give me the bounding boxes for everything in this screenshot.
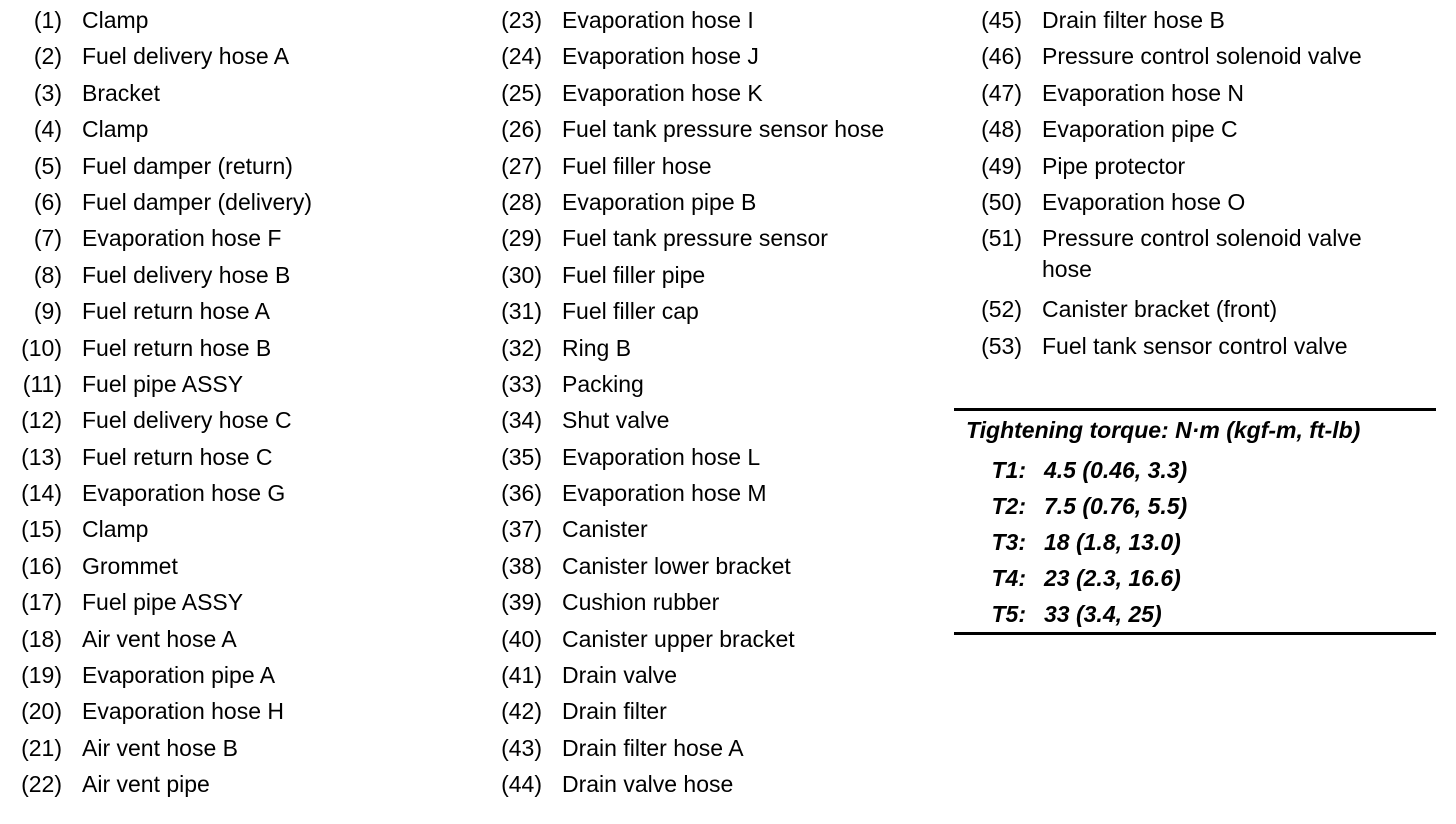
torque-value: 7.5 (0.76, 5.5) [1044,493,1188,519]
part-list-item [14,190,312,214]
part-number: (39) [501,589,542,616]
torque-value: 18 (1.8, 13.0) [1044,529,1181,555]
part-list-item [14,81,312,105]
parts-column-1 [14,8,312,809]
part-list-item [974,190,1402,214]
part-name: Clamp [82,116,149,143]
part-list-item [14,8,312,32]
part-name: Fuel filler hose [562,152,712,179]
part-number: (41) [501,662,542,689]
part-name: Evaporation hose F [82,225,282,252]
part-number: (28) [501,188,542,215]
part-name: Canister bracket (front) [1042,296,1278,323]
part-list-item [494,627,884,651]
part-number: (23) [501,7,542,33]
part-name: Evaporation hose I [562,7,754,33]
part-name: Evaporation hose O [1042,188,1246,215]
part-list-item [494,117,884,141]
torque-label: T2: [991,493,1026,519]
part-number: (53) [981,332,1022,359]
part-number: (14) [21,480,62,507]
part-name: Clamp [82,7,149,33]
part-number: (15) [21,516,62,543]
part-list-item [974,297,1402,321]
part-number: (17) [21,589,62,616]
torque-table-title: Tightening torque: N·m (kgf-m, ft-lb) [966,417,1361,443]
part-list-item [494,663,884,687]
part-number: (50) [981,188,1022,215]
part-number: (10) [21,334,62,361]
part-list-item [14,554,312,578]
part-name: Evaporation hose H [82,698,285,725]
part-list-item [14,154,312,178]
part-name: Evaporation hose G [82,480,286,507]
part-list-item [494,445,884,469]
part-number: (13) [21,443,62,470]
part-list-item [494,336,884,360]
part-number: (9) [33,298,62,325]
part-name: Evaporation pipe A [82,662,276,689]
tightening-torque-table [954,408,1436,635]
part-list-item [14,517,312,541]
part-name: Shut valve [562,407,670,434]
part-list-item [14,736,312,760]
part-name: Fuel tank pressure sensor [562,225,828,252]
part-list-item [14,372,312,396]
part-list-item [494,699,884,723]
part-list-item [494,263,884,287]
part-name: Fuel tank sensor control valve [1042,332,1348,359]
part-number: (6) [33,188,62,215]
part-name: Fuel delivery hose C [82,407,292,434]
part-number: (47) [981,79,1022,106]
part-number: (7) [33,225,62,252]
part-name: Fuel tank pressure sensor hose [562,116,885,143]
part-name: Fuel return hose C [82,443,273,470]
part-list-item [14,699,312,723]
part-list-item [494,226,884,250]
part-list-item [14,408,312,432]
part-name: Air vent pipe [82,771,210,798]
part-number: (19) [21,662,62,689]
part-name: Drain valve hose [562,771,734,798]
part-list-item [494,190,884,214]
part-number: (16) [21,552,62,579]
part-list-item [14,226,312,250]
part-number: (48) [981,116,1022,143]
part-name: Grommet [82,552,178,579]
part-list-item [14,44,312,68]
part-list-item [494,481,884,505]
part-list-item [974,44,1402,68]
part-name: Evaporation hose N [1042,79,1245,106]
part-list-item [494,299,884,323]
part-name: Fuel delivery hose B [82,261,291,288]
part-list-item [974,8,1402,32]
torque-row [954,494,1436,518]
part-number: (4) [33,116,62,143]
part-list-item [494,81,884,105]
part-list-item [14,263,312,287]
part-number: (11) [22,370,62,397]
part-number: (27) [501,152,542,179]
part-number: (3) [33,79,62,106]
part-list-item [494,44,884,68]
torque-value: 4.5 (0.46, 3.3) [1044,457,1188,483]
part-list-item [14,117,312,141]
part-name: Ring B [562,334,632,361]
torque-value: 33 (3.4, 25) [1044,601,1162,627]
part-name: Drain filter hose B [1042,7,1225,33]
part-list-item [14,445,312,469]
part-list-item [14,772,312,796]
part-number: (49) [981,152,1022,179]
part-name: Fuel pipe ASSY [82,589,244,616]
part-name: Evaporation pipe C [1042,116,1238,143]
part-name: Fuel pipe ASSY [82,370,244,397]
part-list-item [494,554,884,578]
part-list-item [974,334,1402,358]
part-name: Evaporation pipe B [562,188,757,215]
part-number: (22) [21,771,62,798]
part-list-item [974,154,1402,178]
part-number: (42) [501,698,542,725]
part-name: Fuel return hose A [82,298,270,325]
part-number: (30) [501,261,542,288]
part-number: (2) [33,43,62,70]
part-list-item [974,226,1402,285]
part-number: (8) [33,261,62,288]
part-name: Air vent hose A [82,625,237,652]
part-name: Pressure control solenoid valve [1042,43,1362,70]
part-number: (21) [21,734,62,761]
part-name: Fuel damper (return) [82,152,293,179]
part-name: Evaporation hose L [562,443,761,470]
part-name: Fuel delivery hose A [82,43,290,70]
part-name: Evaporation hose M [562,480,767,507]
parts-column-3 [974,8,1402,370]
part-number: (5) [33,152,62,179]
part-number: (52) [981,296,1022,323]
part-number: (40) [501,625,542,652]
part-number: (26) [501,116,542,143]
part-name: Drain filter hose A [562,734,744,761]
part-list-item [494,736,884,760]
torque-label: T1: [991,457,1026,483]
part-number: (32) [501,334,542,361]
part-name: Pressure control solenoid valve hose [1042,225,1362,283]
part-name: Fuel filler cap [562,298,699,325]
part-number: (34) [501,407,542,434]
part-number: (31) [501,298,542,325]
part-name: Evaporation hose K [562,79,763,106]
part-number: (38) [501,552,542,579]
part-name: Canister lower bracket [562,552,791,579]
part-name: Fuel return hose B [82,334,272,361]
part-list-item [974,81,1402,105]
part-number: (29) [501,225,542,252]
part-name: Drain filter [562,698,667,725]
torque-row [954,458,1436,482]
part-number: (36) [501,480,542,507]
part-name: Clamp [82,516,149,543]
part-name: Packing [562,370,644,397]
part-name: Fuel damper (delivery) [82,188,313,215]
part-list-item [494,408,884,432]
part-list-item [494,517,884,541]
part-list-item [14,299,312,323]
part-list-item [974,117,1402,141]
part-number: (43) [501,734,542,761]
part-list-item [14,627,312,651]
part-number: (35) [501,443,542,470]
part-number: (24) [501,43,542,70]
part-name: Cushion rubber [562,589,720,616]
part-number: (37) [501,516,542,543]
part-name: Fuel filler pipe [562,261,706,288]
torque-rows [954,458,1436,626]
part-number: (46) [981,43,1022,70]
torque-row [954,602,1436,626]
torque-label: T5: [991,601,1026,627]
torque-row [954,530,1436,554]
part-list-item [494,372,884,396]
part-number: (18) [21,625,62,652]
part-list-item [494,772,884,796]
part-number: (25) [501,79,542,106]
part-name: Bracket [82,79,160,106]
torque-label: T3: [991,529,1026,555]
part-number: (45) [981,7,1022,33]
part-list-item [14,481,312,505]
torque-label: T4: [991,565,1026,591]
part-number: (12) [21,407,62,434]
part-number: (51) [981,225,1022,252]
torque-value: 23 (2.3, 16.6) [1044,565,1181,591]
part-list-item [494,590,884,614]
part-list-item [14,590,312,614]
part-list-item [14,663,312,687]
part-list-item [494,8,884,32]
part-number: (44) [501,771,542,798]
part-name: Air vent hose B [82,734,238,761]
part-name: Pipe protector [1042,152,1186,179]
part-name: Canister [562,516,648,543]
part-name: Evaporation hose J [562,43,759,70]
part-list-item [494,154,884,178]
part-list-item [14,336,312,360]
part-name: Drain valve [562,662,678,689]
parts-column-2 [494,8,884,809]
torque-row [954,566,1436,590]
part-number: (33) [501,370,542,397]
part-number: (20) [21,698,62,725]
part-name: Canister upper bracket [562,625,795,652]
part-number: (1) [33,7,62,33]
